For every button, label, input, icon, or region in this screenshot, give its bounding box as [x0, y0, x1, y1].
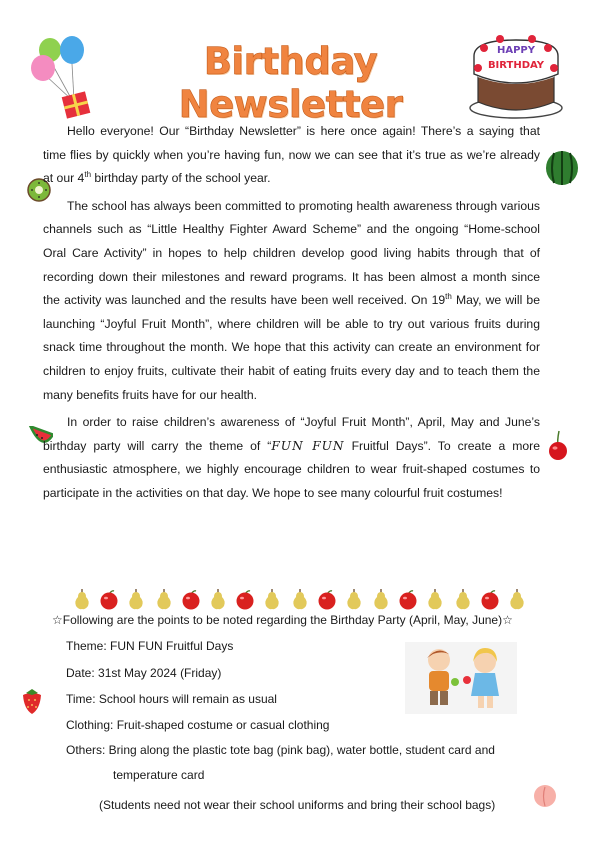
cherry-icon [547, 429, 571, 461]
note-theme: Theme: FUN FUN Fruitful Days [66, 639, 234, 653]
pear-icon [453, 588, 473, 610]
apple-icon [235, 588, 255, 610]
pear-icon [72, 588, 92, 610]
strawberry-icon [20, 687, 44, 715]
paragraph-theme: In order to raise children’s awareness of “Joyful Fruit Month”, April, May and June’s birthday party will carry the theme of “FUN FUN Fruitful Days”. To create a more enthusiastic atmosphere, we highly encourage children to wear fruit-shaped costumes to participate in the activities on that day. We hope to see many colourful fruit costumes! [43, 415, 540, 500]
page-title: Birthday Newsletter [178, 40, 403, 126]
balloons-icon [26, 34, 98, 124]
children-illustration [405, 642, 517, 714]
peach-icon [532, 781, 558, 809]
pear-icon [371, 588, 391, 610]
apple-icon [181, 588, 201, 610]
pear-icon [208, 588, 228, 610]
note-time: Time: School hours will remain as usual [66, 692, 277, 706]
paragraph-health: The school has always been committed to promoting health awareness through various channels such as “Little Healthy Fighter Award Scheme” and the ongoing “Home-school Oral Care Activity” in hopes to help children develop good living habits through that of recording down their milestones and reward programs. It has been almost a month since the activity was launched and the results have been well received. On 19th May, we will be launching “Joyful Fruit Month”, where children will be able to try out various fruits during snack time throughout the month. We hope that this activity can create an environment for children to enjoy fruits, cultivate their habit of eating fruits every day and to teach them the many benefits fruits have for our health. [43, 198, 540, 402]
watermelon-icon [545, 150, 579, 186]
pear-icon [290, 588, 310, 610]
pear-icon [154, 588, 174, 610]
footnote: (Students need not wear their school uniforms and bring their school bags) [99, 798, 496, 812]
note-clothing: Clothing: Fruit-shaped costume or casual clothing [66, 718, 330, 732]
newsletter-body [43, 120, 540, 506]
fun-fun-text: FUN FUN [271, 438, 345, 453]
cake-text-happy: HAPPY [496, 45, 536, 56]
apple-icon [398, 588, 418, 610]
note-date: Date: 31st May 2024 (Friday) [66, 666, 222, 680]
paragraph-intro: Hello everyone! Our “Birthday Newsletter” is here once again! There’s a saying that time flies by quickly when you’re having fun, now we can see that it’s true as we’re already at our 4th birthday party of the school year. [43, 124, 540, 186]
apple-icon [317, 588, 337, 610]
pear-icon [262, 588, 282, 610]
apple-icon [99, 588, 119, 610]
birthday-cake-icon [466, 28, 566, 120]
cake-text-birthday: BIRTHDAY [487, 60, 545, 71]
pear-icon [126, 588, 146, 610]
notes-heading: ☆Following are the points to be noted regarding the Birthday Party (April, May, June)☆ [52, 613, 513, 627]
pear-icon [425, 588, 445, 610]
pear-icon [344, 588, 364, 610]
note-others-continued: temperature card [113, 768, 205, 782]
apple-icon [480, 588, 500, 610]
note-others: Others: Bring along the plastic tote bag (pink bag), water bottle, student card and [66, 743, 495, 757]
fruit-divider [72, 584, 527, 610]
pear-icon [507, 588, 527, 610]
